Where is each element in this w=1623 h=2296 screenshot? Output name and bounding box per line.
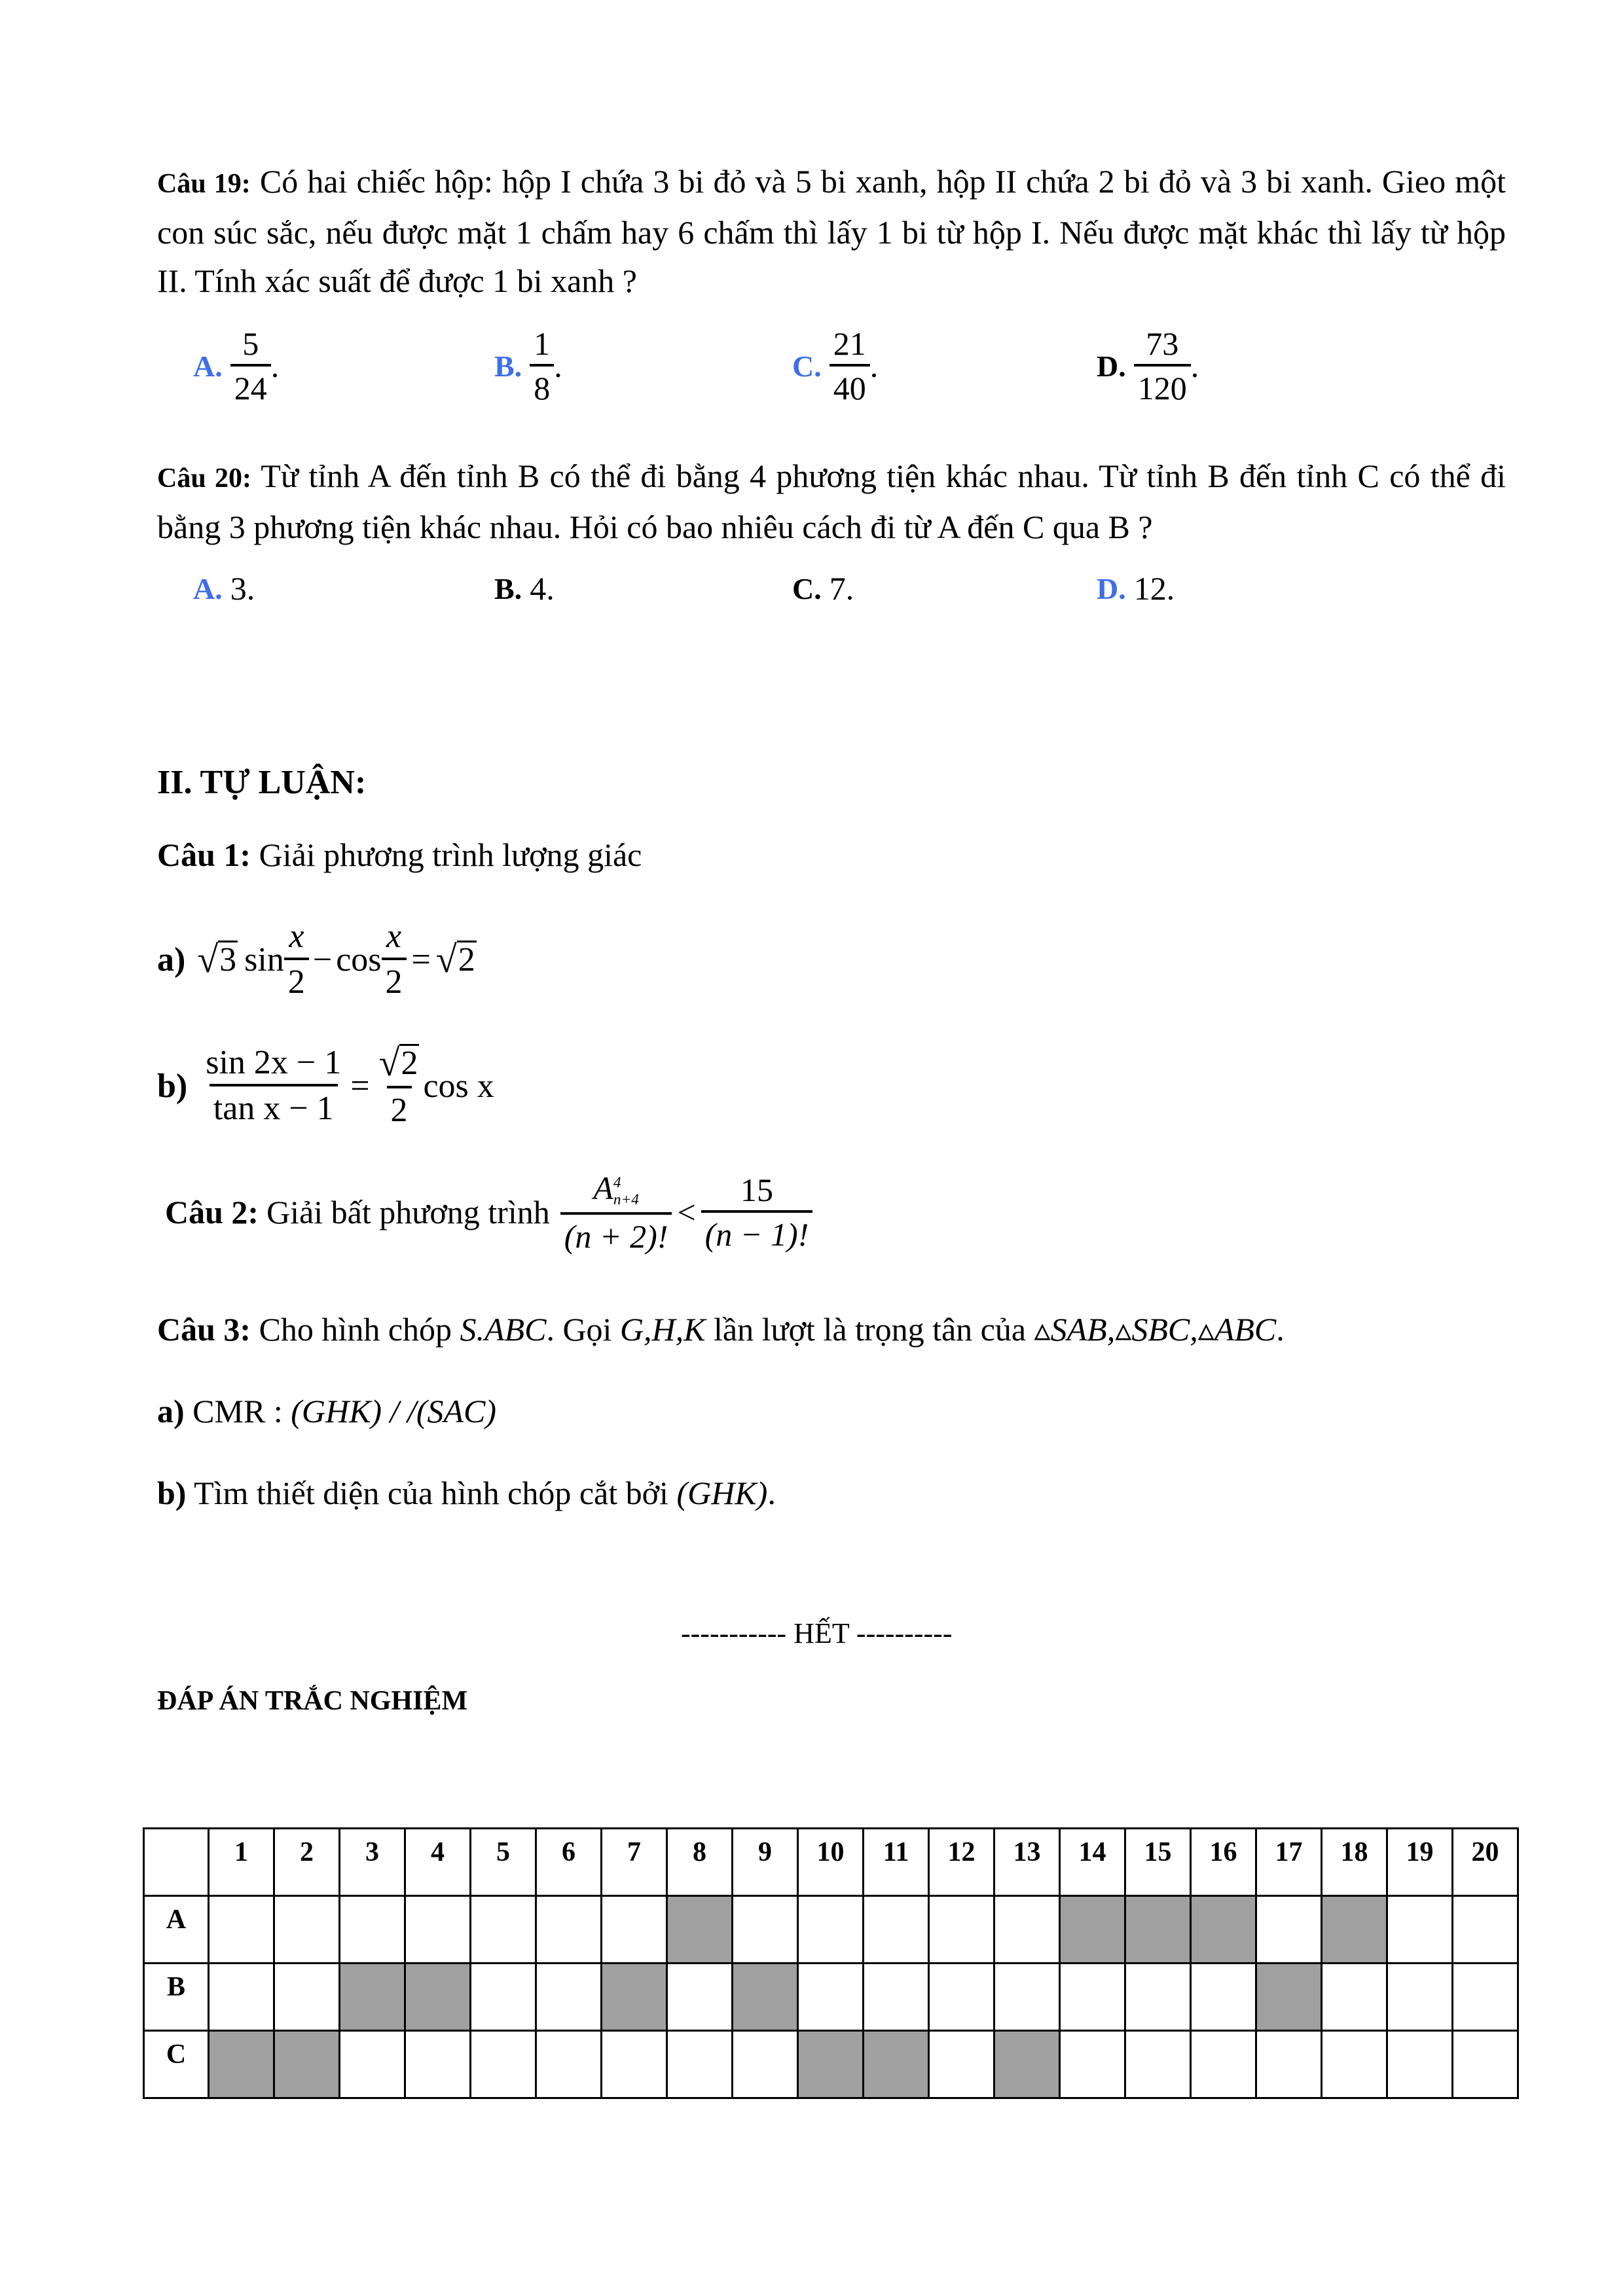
q20-option-a[interactable]	[193, 569, 255, 607]
column-header	[1256, 1829, 1322, 1896]
fraction-denominator: 2	[382, 958, 407, 999]
fraction-numerator: 1	[534, 325, 551, 362]
q19-option-a-fraction	[230, 327, 271, 404]
fraction-numerator: sin 2x − 1	[206, 1044, 342, 1081]
cau3-b-expression: (GHK)	[676, 1475, 768, 1511]
cau1-text: Giải phương trình lượng giác	[259, 836, 642, 873]
column-header	[864, 1829, 929, 1896]
question-number: 18	[1340, 1837, 1368, 1867]
cau3-a-text: CMR :	[192, 1393, 283, 1429]
question-number: 3	[365, 1837, 379, 1867]
column-header	[1125, 1829, 1191, 1896]
q20-option-c-value: 7.	[829, 570, 854, 607]
answer-cell	[929, 1896, 994, 1964]
q19-option-b-fraction	[530, 327, 554, 404]
question-number: 20	[1471, 1837, 1499, 1867]
column-header	[1191, 1829, 1256, 1896]
answer-cell	[405, 2031, 471, 2098]
answer-cell	[1125, 1964, 1191, 2031]
question-20-text: Từ tỉnh A đến tỉnh B có thể đi bằng 4 phương tiện khác nhau. Từ tỉnh B đến tỉnh C có thể đi bằng 3 phương tiện khác nhau. Hỏi có bao nhiêu cách đi từ A đến C qua B ?	[157, 457, 1506, 545]
answer-cell-shaded	[1322, 1896, 1387, 1964]
fraction-denominator: (n − 1)!	[701, 1210, 813, 1251]
q19-option-c-label: C.	[792, 349, 822, 383]
answer-cell	[471, 1896, 536, 1964]
equals-sign: =	[350, 1067, 370, 1105]
cos-fn: cos	[336, 941, 382, 978]
table-row	[144, 1896, 1518, 1964]
q19-option-d-fraction	[1134, 327, 1191, 404]
points-ghk: G,H,K	[619, 1311, 706, 1348]
answer-cell	[536, 2031, 602, 2098]
cau3-text: Cho hình chóp	[259, 1311, 452, 1348]
question-number: 6	[562, 1837, 575, 1867]
question-number: 5	[496, 1837, 510, 1867]
q20-option-d[interactable]	[1097, 569, 1175, 607]
fraction-denominator: 2	[387, 1086, 412, 1128]
fraction-denominator: tan x − 1	[210, 1084, 338, 1126]
fraction-denominator: 8	[530, 364, 554, 404]
answer-cell-shaded	[602, 1964, 667, 2031]
answer-cell	[471, 2031, 536, 2098]
period: .	[270, 348, 280, 384]
answer-cell-shaded	[1256, 1964, 1322, 2031]
question-19	[157, 157, 1506, 305]
cau3-part-b	[157, 1469, 776, 1516]
answer-cell	[1453, 2031, 1518, 2098]
answer-cell-shaded	[405, 1964, 471, 2031]
answer-cell-shaded	[340, 1964, 405, 2031]
answer-cell	[994, 1964, 1060, 2031]
answer-cell	[1256, 2031, 1322, 2098]
period: .	[767, 1475, 776, 1511]
answer-cell	[798, 1896, 864, 1964]
answer-cell	[1453, 1896, 1518, 1964]
answer-cell	[471, 1964, 536, 2031]
answer-cell	[602, 2031, 667, 2098]
radical-icon: √	[435, 938, 457, 980]
end-marker: ----------- HẾT ----------	[681, 1617, 953, 1649]
answer-cell	[209, 1896, 274, 1964]
row-label	[144, 2031, 209, 2098]
period: .	[1190, 348, 1199, 384]
minus-sign: −	[312, 941, 333, 978]
answer-cell	[798, 1964, 864, 2031]
period: .	[869, 348, 879, 384]
question-number: 13	[1013, 1837, 1041, 1867]
sqrt-3	[197, 938, 238, 980]
answer-cell	[340, 2031, 405, 2098]
column-header	[536, 1829, 602, 1896]
answer-cell	[274, 1896, 340, 1964]
answer-cell	[733, 1896, 798, 1964]
fraction-numerator	[375, 1041, 424, 1086]
cau3-text: . Gọi	[546, 1311, 612, 1348]
fraction-x-over-2	[284, 920, 309, 999]
radicand: 2	[458, 941, 475, 979]
q19-option-c[interactable]	[792, 327, 878, 404]
answer-table	[143, 1827, 1519, 2099]
cau3-part-a	[157, 1388, 496, 1435]
fraction-sqrt2-over-2	[375, 1041, 424, 1129]
fraction-15-over-factorial	[701, 1174, 813, 1251]
q20-option-b-value: 4.	[530, 570, 555, 607]
fraction-numerator: 73	[1146, 325, 1179, 362]
superscript: 4	[613, 1174, 621, 1191]
less-than-sign: <	[677, 1194, 696, 1231]
fraction-denominator: 40	[830, 364, 870, 404]
answer-cell-shaded	[864, 2031, 929, 2098]
answer-cell	[1191, 1964, 1256, 2031]
q20-option-d-value: 12.	[1133, 570, 1175, 607]
column-header	[929, 1829, 994, 1896]
cau1-heading	[157, 831, 642, 878]
column-header	[798, 1829, 864, 1896]
q19-option-b[interactable]	[494, 327, 562, 404]
answer-cell	[1060, 2031, 1125, 2098]
answer-cell	[1256, 1896, 1322, 1964]
cau2-text: Giải bất phương trình	[266, 1194, 550, 1231]
q19-option-d-label: D.	[1097, 349, 1126, 383]
question-number: 14	[1078, 1837, 1106, 1867]
question-number: 4	[431, 1837, 445, 1867]
fraction-x-over-2	[382, 920, 407, 999]
answer-cell	[667, 2031, 733, 2098]
question-number: 1	[234, 1837, 248, 1867]
answer-cell-shaded	[274, 2031, 340, 2098]
answer-cell	[864, 1896, 929, 1964]
part-b-label: b)	[157, 1067, 188, 1105]
equals-sign: =	[411, 941, 431, 978]
pyramid-name: S.ABC	[460, 1311, 547, 1348]
column-header	[274, 1829, 340, 1896]
fraction-numerator: 15	[740, 1172, 773, 1209]
answer-cell-shaded	[798, 2031, 864, 2098]
option-letter: B	[166, 1972, 185, 2002]
sin-fn: sin	[244, 941, 284, 978]
column-header	[405, 1829, 471, 1896]
cos-x: cos x	[423, 1067, 494, 1105]
q20-option-d-label: D.	[1097, 571, 1126, 605]
answer-cell	[274, 1964, 340, 2031]
column-header	[994, 1829, 1060, 1896]
cau1-label: Câu 1:	[157, 836, 251, 873]
row-label	[144, 1896, 209, 1964]
cau2-label: Câu 2:	[165, 1194, 259, 1231]
q20-option-c-label: C.	[792, 571, 822, 605]
cau3-label: Câu 3:	[157, 1311, 251, 1348]
table-header-row	[144, 1829, 1518, 1896]
question-number: 11	[883, 1837, 909, 1867]
column-header	[602, 1829, 667, 1896]
column-header	[733, 1829, 798, 1896]
answer-cell	[1322, 1964, 1387, 2031]
answer-cell	[733, 2031, 798, 2098]
cau1-b-equation	[157, 1041, 494, 1129]
question-number: 12	[947, 1837, 976, 1867]
question-number: 19	[1406, 1837, 1434, 1867]
question-number: 7	[627, 1837, 641, 1867]
arrangement-symbol: A	[593, 1170, 613, 1206]
fraction-denominator: 120	[1134, 364, 1191, 404]
answer-cell	[1060, 1964, 1125, 2031]
q20-option-a-value: 3.	[230, 570, 255, 607]
radical-icon: √	[197, 938, 219, 980]
question-number: 16	[1209, 1837, 1237, 1867]
column-header	[209, 1829, 274, 1896]
question-number: 17	[1275, 1837, 1303, 1867]
q19-option-d[interactable]	[1097, 327, 1199, 404]
corner-cell	[144, 1829, 209, 1896]
answer-cell-shaded	[994, 2031, 1060, 2098]
answer-cell	[340, 1896, 405, 1964]
answer-cell	[1387, 2031, 1453, 2098]
fraction-sin-over-tan	[202, 1046, 345, 1126]
option-letter: A	[166, 1905, 187, 1935]
answer-key-title: ĐÁP ÁN TRẮC NGHIỆM	[157, 1686, 468, 1716]
cau3-a-expression: (GHK) / /(SAC)	[291, 1393, 497, 1429]
answer-cell-shaded	[1191, 1896, 1256, 1964]
answer-cell	[602, 1896, 667, 1964]
period: .	[554, 348, 562, 384]
cau1-a-equation	[157, 920, 477, 999]
fraction-numerator: x	[386, 918, 402, 955]
answer-cell	[994, 1896, 1060, 1964]
column-header	[1060, 1829, 1125, 1896]
question-19-text: Có hai chiếc hộp: hộp I chứa 3 bi đỏ và 5 bi xanh, hộp II chứa 2 bi đỏ và 3 bi xanh. Gieo một con súc sắc, nếu được mặt 1 chấm hay 6 chấm thì lấy 1 bi từ hộp I. Nếu được mặt khác thì lấy từ hộp II. Tính xác suất để được 1 bi xanh ?	[157, 163, 1506, 299]
part-a-label: a)	[157, 941, 186, 978]
column-header	[1322, 1829, 1387, 1896]
answer-cell	[209, 1964, 274, 2031]
q20-option-a-label: A.	[193, 571, 223, 605]
q20-option-b[interactable]	[494, 569, 555, 607]
question-20	[157, 452, 1506, 551]
answer-cell-shaded	[733, 1964, 798, 2031]
answer-cell-shaded	[1125, 1896, 1191, 1964]
answer-cell	[536, 1896, 602, 1964]
cau2-inequality	[165, 1172, 812, 1253]
question-number: 15	[1144, 1837, 1172, 1867]
answer-cell	[536, 1964, 602, 2031]
table-row	[144, 1964, 1518, 2031]
fraction-denominator: (n + 2)!	[560, 1212, 672, 1253]
subscript: n+4	[613, 1191, 639, 1208]
triangles-list: ▵SAB,▵SBC,▵ABC	[1034, 1311, 1277, 1348]
question-number: 8	[693, 1837, 706, 1867]
answer-cell	[405, 1896, 471, 1964]
answer-cell	[1387, 1964, 1453, 2031]
radicand: 2	[401, 1045, 418, 1083]
cau3-b-text: Tìm thiết diện của hình chóp cắt bởi	[194, 1475, 668, 1511]
q19-option-c-fraction	[830, 327, 870, 404]
fraction-denominator: 24	[230, 364, 271, 404]
answer-cell	[1191, 2031, 1256, 2098]
answer-cell-shaded	[1060, 1896, 1125, 1964]
column-header	[471, 1829, 536, 1896]
row-label	[144, 1964, 209, 2031]
question-number: 2	[300, 1837, 314, 1867]
answer-cell	[864, 1964, 929, 2031]
fraction-numerator	[589, 1172, 643, 1212]
fraction-numerator: 21	[833, 325, 866, 362]
answer-cell-shaded	[209, 2031, 274, 2098]
answer-cell	[929, 1964, 994, 2031]
option-letter: C	[166, 2039, 187, 2070]
cau3-heading	[157, 1306, 1285, 1353]
answer-cell	[1125, 2031, 1191, 2098]
answer-cell	[667, 1964, 733, 2031]
fraction-denominator: 2	[284, 958, 309, 999]
question-20-label: Câu 20:	[157, 463, 251, 493]
question-number: 9	[758, 1837, 772, 1867]
fraction-arrangement-over-factorial	[560, 1172, 672, 1253]
q19-option-a[interactable]	[193, 327, 279, 404]
table-row	[144, 2031, 1518, 2098]
column-header	[340, 1829, 405, 1896]
part-a-label: a)	[157, 1393, 185, 1429]
answer-cell	[1453, 1964, 1518, 2031]
period: .	[1276, 1311, 1285, 1348]
question-19-label: Câu 19:	[157, 169, 251, 199]
q19-option-b-label: B.	[494, 349, 522, 383]
q20-option-b-label: B.	[494, 571, 522, 605]
part-b-label: b)	[157, 1475, 187, 1511]
question-number: 10	[816, 1837, 845, 1867]
answer-cell	[1322, 2031, 1387, 2098]
column-header	[1387, 1829, 1453, 1896]
cau3-text: lần lượt là trọng tân của	[714, 1311, 1027, 1348]
q19-option-a-label: A.	[193, 349, 223, 383]
radicand: 3	[219, 941, 237, 979]
column-header	[1453, 1829, 1518, 1896]
column-header	[667, 1829, 733, 1896]
answer-cell	[1387, 1896, 1453, 1964]
answer-cell-shaded	[667, 1896, 733, 1964]
q20-option-c[interactable]	[792, 569, 854, 607]
fraction-numerator: 5	[242, 325, 259, 362]
section-title: II. TỰ LUẬN:	[157, 764, 367, 801]
radical-icon: √	[378, 1041, 400, 1084]
answer-cell	[929, 2031, 994, 2098]
sqrt-2	[435, 938, 477, 980]
fraction-numerator: x	[289, 918, 304, 955]
